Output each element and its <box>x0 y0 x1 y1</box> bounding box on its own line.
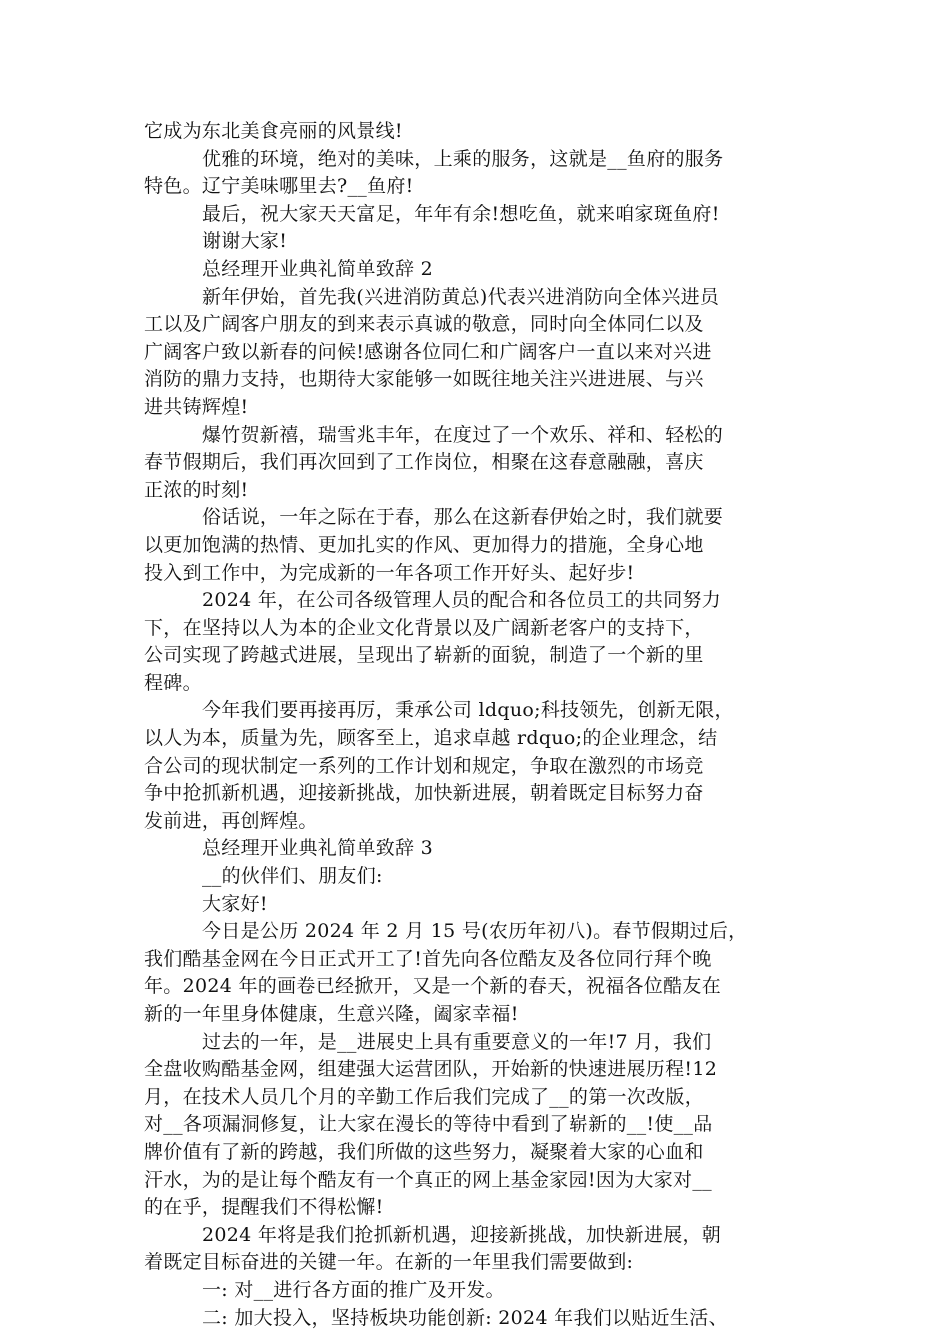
text-line: 全盘收购酷基金网，组建强大运营团队，开始新的快速进展历程!12 <box>144 1058 718 1081</box>
text-line: 我们酷基金网在今日正式开工了!首先向各位酷友及各位同行拜个晚 <box>144 947 712 970</box>
text-line: 工以及广阔客户朋友的到来表示真诚的敬意，同时向全体同仁以及 <box>144 313 704 336</box>
text-line: 月，在技术人员几个月的辛勤工作后我们完成了__的第一次改版， <box>144 1085 705 1108</box>
text-line: 以更加饱满的热情、更加扎实的作风、更加得力的措施，全身心地 <box>144 533 704 556</box>
text-line: 汗水，为的是让每个酷友有一个真正的网上基金家园!因为大家对__ <box>144 1168 712 1191</box>
text-line: 正浓的时刻! <box>144 478 249 501</box>
text-line: 今年我们要再接再厉，秉承公司 ldquo;科技领先，创新无限， <box>202 699 734 722</box>
text-line: 过去的一年，是__进展史上具有重要意义的一年!7 月，我们 <box>202 1030 712 1053</box>
text-line: 它成为东北美食亮丽的风景线! <box>144 120 403 142</box>
text-line: 今日是公历 2024 年 2 月 15 号(农历年初八)。春节假期过后， <box>202 920 748 943</box>
text-line: 对__各项漏洞修复，让大家在漫长的等待中看到了崭新的__!使__品 <box>144 1113 713 1136</box>
text-line: 新年伊始，首先我(兴进消防黄总)代表兴进消防向全体兴进员 <box>202 285 720 308</box>
text-line: 的在乎，提醒我们不得松懈! <box>144 1196 384 1219</box>
text-line: 合公司的现状制定一系列的工作计划和规定，争取在激烈的市场竞 <box>144 754 704 777</box>
text-line: 消防的鼎力支持，也期待大家能够一如既往地关注兴进进展、与兴 <box>144 368 704 391</box>
text-line: 进共铸辉煌! <box>144 395 249 418</box>
text-line: 春节假期后，我们再次回到了工作岗位，相聚在这春意融融，喜庆 <box>144 451 704 474</box>
text-line: 二: 加大投入，坚持板块功能创新: 2024 年我们以贴近生活、 <box>202 1306 728 1329</box>
text-line: 投入到工作中，为完成新的一年各项工作开好头、起好步! <box>144 561 635 584</box>
text-line: 程碑。 <box>144 671 202 694</box>
text-line: 总经理开业典礼简单致辞 3 <box>202 837 434 860</box>
text-line: 特色。辽宁美味哪里去?__鱼府! <box>144 175 414 198</box>
text-line: 牌价值有了新的跨越，我们所做的这些努力，凝聚着大家的心血和 <box>144 1140 704 1163</box>
text-line: 爆竹贺新禧，瑞雪兆丰年，在度过了一个欢乐、祥和、轻松的 <box>202 423 724 446</box>
text-line: __的伙伴们、朋友们: <box>202 865 383 888</box>
text-line: 争中抢抓新机遇，迎接新挑战，加快新进展，朝着既定目标努力奋 <box>144 782 704 805</box>
text-line: 谢谢大家! <box>202 230 288 253</box>
text-line: 着既定目标奋进的关键一年。在新的一年里我们需要做到: <box>144 1251 634 1274</box>
text-line: 广阔客户致以新春的问候!感谢各位同仁和广阔客户一直以来对兴进 <box>144 340 712 363</box>
text-line: 总经理开业典礼简单致辞 2 <box>202 257 434 280</box>
text-line: 俗话说，一年之际在于春，那么在这新春伊始之时，我们就要 <box>202 506 724 529</box>
text-line: 一: 对__进行各方面的推广及开发。 <box>202 1278 505 1301</box>
text-line: 以人为本，质量为先，顾客至上，追求卓越 rdquo;的企业理念，结 <box>144 727 718 750</box>
text-line: 新的一年里身体健康，生意兴隆，阖家幸福! <box>144 1003 519 1025</box>
text-line: 2024 年将是我们抢抓新机遇，迎接新挑战，加快新进展，朝 <box>202 1223 722 1246</box>
text-line: 公司实现了跨越式进展，呈现出了崭新的面貌，制造了一个新的里 <box>144 644 704 667</box>
text-line: 大家好! <box>202 892 268 915</box>
text-line: 发前进，再创辉煌。 <box>144 809 318 832</box>
text-line: 年。2024 年的画卷已经掀开，又是一个新的春天，祝福各位酷友在 <box>144 975 721 998</box>
document-body <box>144 118 814 1332</box>
text-line: 2024 年，在公司各级管理人员的配合和各位员工的共同努力 <box>202 589 722 612</box>
text-line: 优雅的环境，绝对的美味，上乘的服务，这就是__鱼府的服务 <box>202 147 724 170</box>
text-line: 下，在坚持以人为本的企业文化背景以及广阔新老客户的支持下， <box>144 616 704 639</box>
text-line: 最后，祝大家天天富足，年年有余!想吃鱼，就来咱家斑鱼府! <box>202 202 720 225</box>
